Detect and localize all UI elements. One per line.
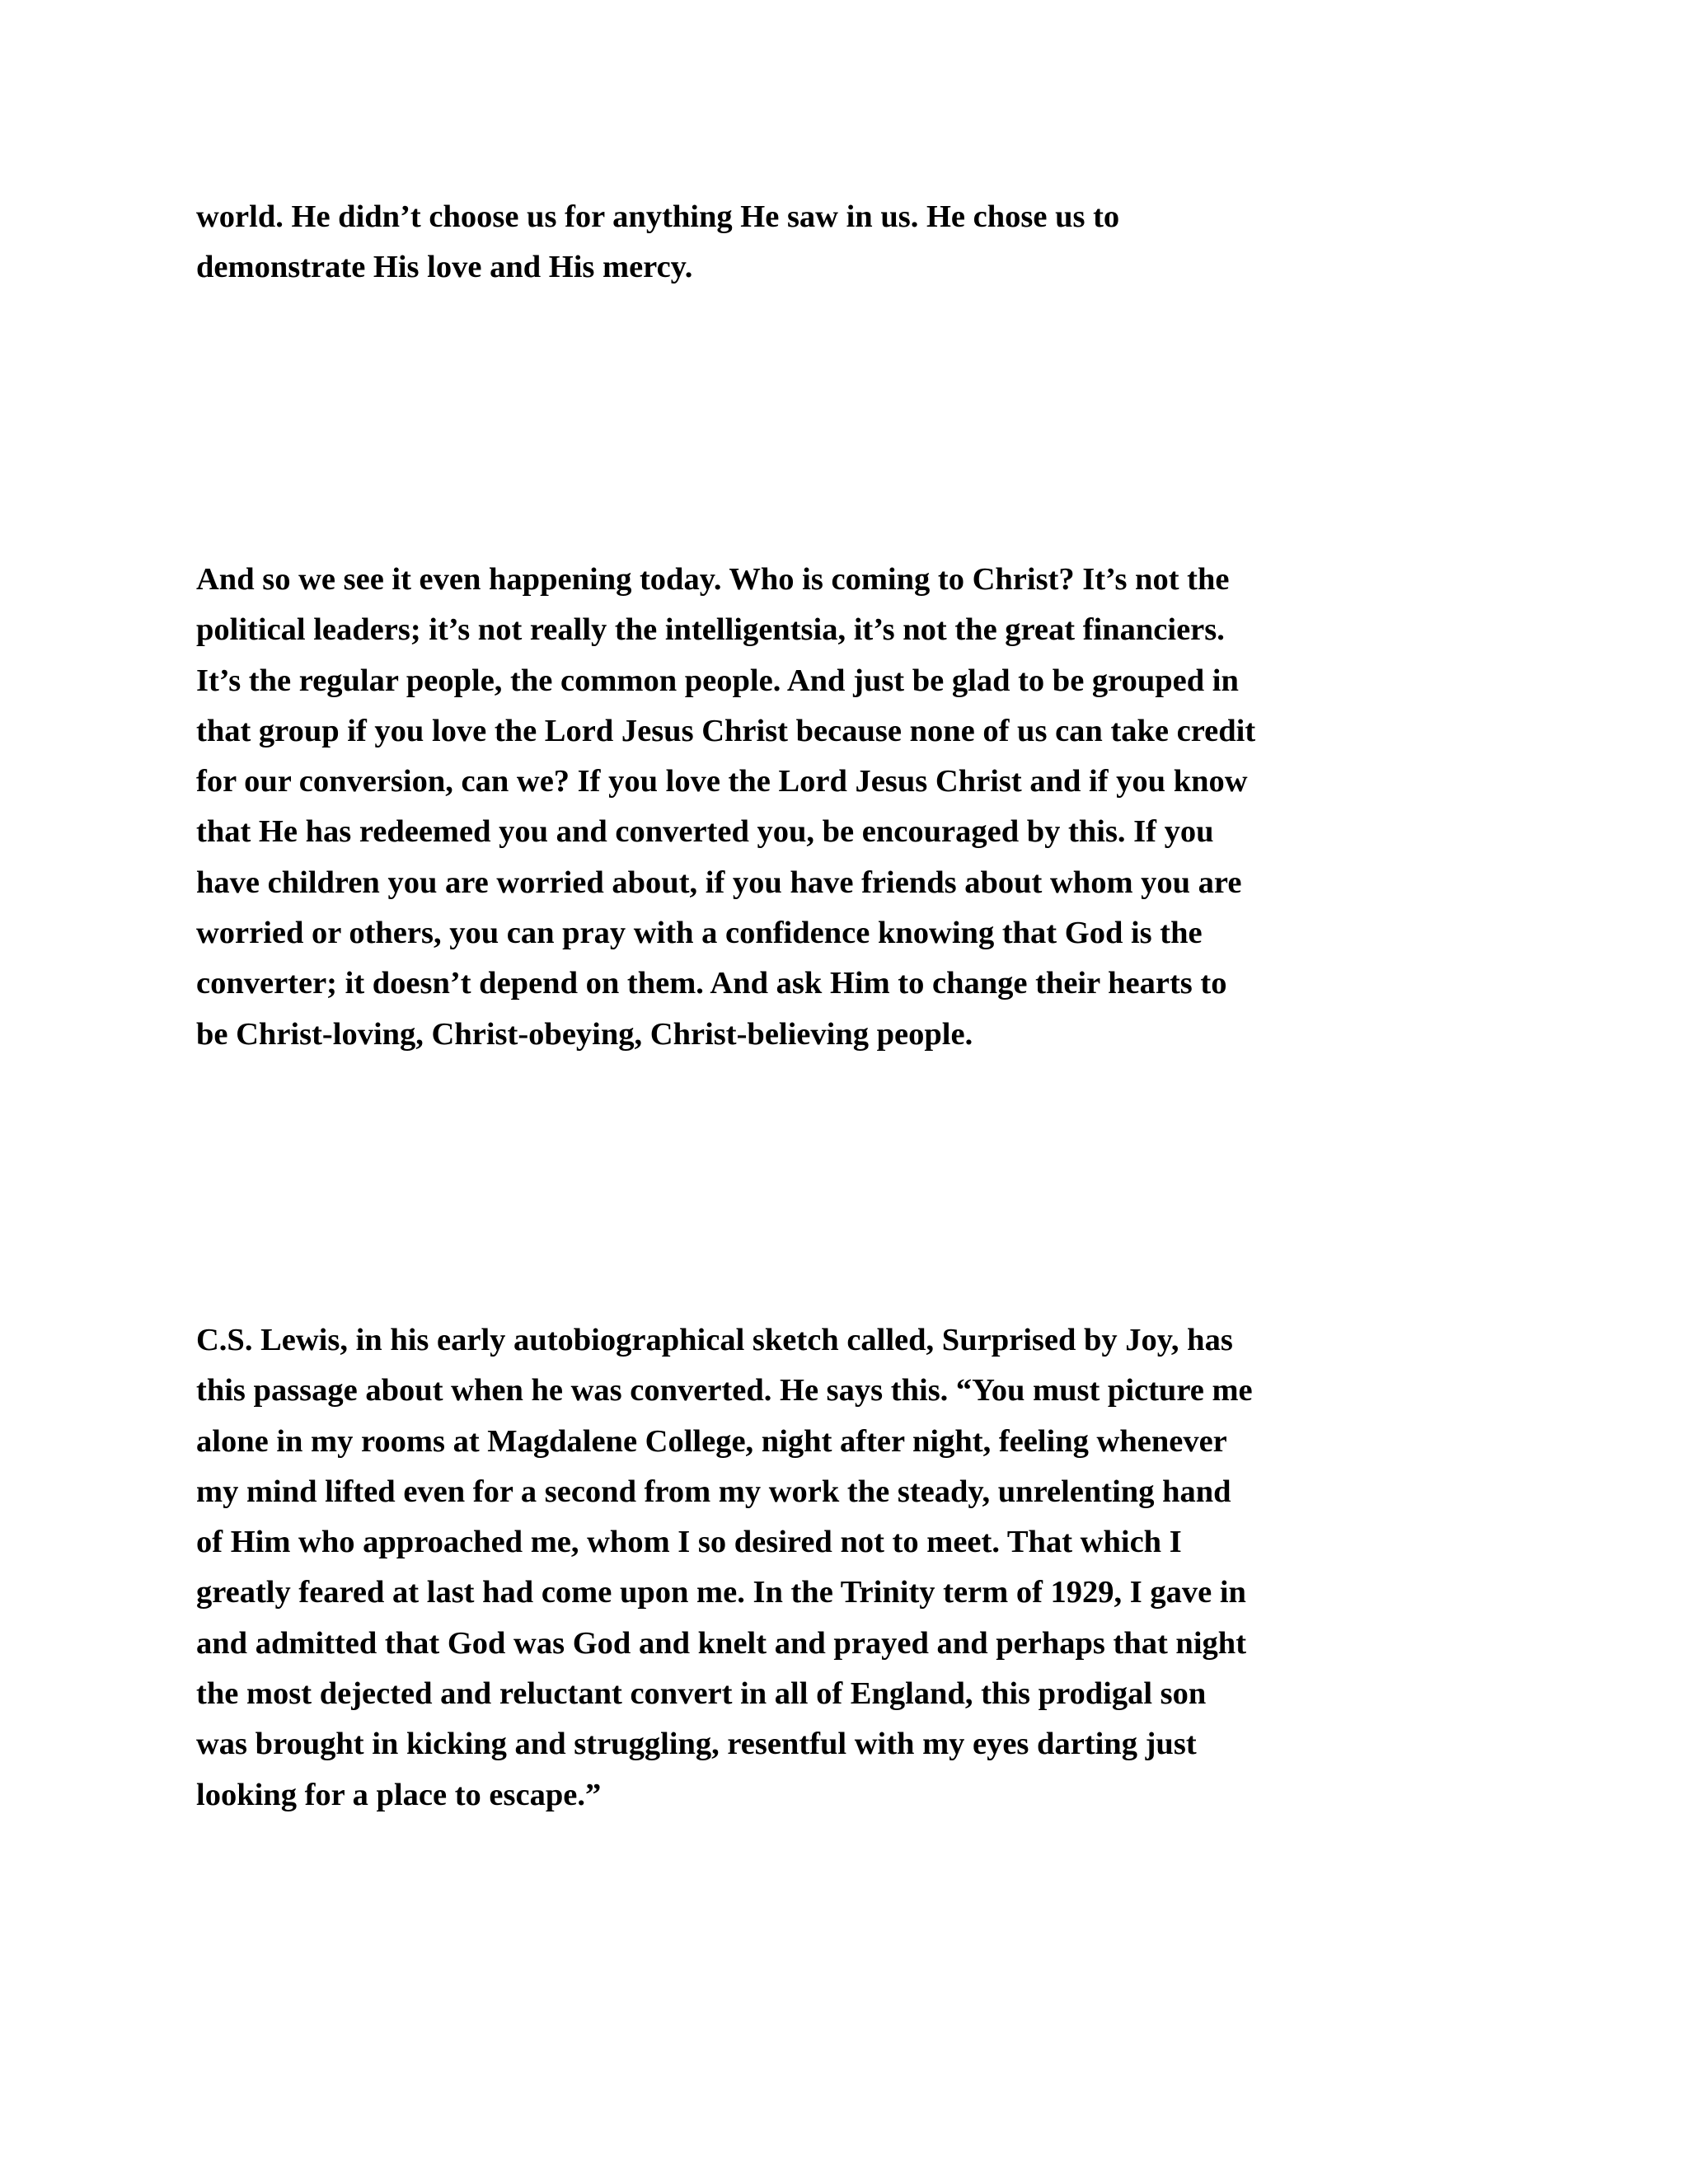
text-line: have children you are worried about, if you have friends about whom you are (196, 865, 1242, 900)
text-line: worried or others, you can pray with a confidence knowing that God is the (196, 916, 1203, 951)
text-line: alone in my rooms at Magdalene College, night after night, feeling whenever (196, 1423, 1227, 1459)
text-line: for our conversion, can we? If you love the Lord Jesus Christ and if you know (196, 764, 1248, 799)
text-line: looking for a place to escape.” (196, 1777, 602, 1812)
text-line: It’s the regular people, the common people. And just be glad to be grouped in (196, 663, 1239, 698)
text-line: that group if you love the Lord Jesus Christ because none of us can take credit (196, 713, 1256, 748)
text-line: the most dejected and reluctant convert in all of England, this prodigal son (196, 1676, 1207, 1712)
text-line: converter; it doesn’t depend on them. And ask Him to change their hearts to (196, 966, 1227, 1001)
text-line: And so we see it even happening today. Who is coming to Christ? It’s not the (196, 562, 1230, 597)
text-line: C.S. Lewis, in his early autobiographical sketch called, Surprised by Joy, has (196, 1323, 1233, 1357)
text-line: was brought in kicking and struggling, resentful with my eyes darting just (196, 1727, 1197, 1762)
text-line: that He has redeemed you and converted you, be encouraged by this. If you (196, 814, 1214, 850)
text-line: of Him who approached me, whom I so desired not to meet. That which I (196, 1525, 1182, 1560)
text-line: greatly feared at last had come upon me. In the Trinity term of 1929, I gave in (196, 1575, 1246, 1610)
text-line: and admitted that God was God and knelt and prayed and perhaps that night (196, 1625, 1247, 1661)
text-line: be Christ-loving, Christ-obeying, Christ-believing people. (196, 1016, 973, 1052)
text-line: world. He didn’t choose us for anything He saw in us. He chose us to (196, 199, 1120, 234)
text-line: demonstrate His love and His mercy. (196, 250, 693, 285)
paragraph-1 (196, 192, 1498, 293)
paragraph-2 (196, 555, 1498, 1060)
text-line: this passage about when he was converted. He says this. “You must picture me (196, 1373, 1253, 1408)
paragraph-3 (196, 1315, 1498, 1821)
text-line: my mind lifted even for a second from my work the steady, unrelenting hand (196, 1474, 1231, 1509)
text-line: political leaders; it’s not really the intelligentsia, it’s not the great financiers. (196, 612, 1225, 648)
